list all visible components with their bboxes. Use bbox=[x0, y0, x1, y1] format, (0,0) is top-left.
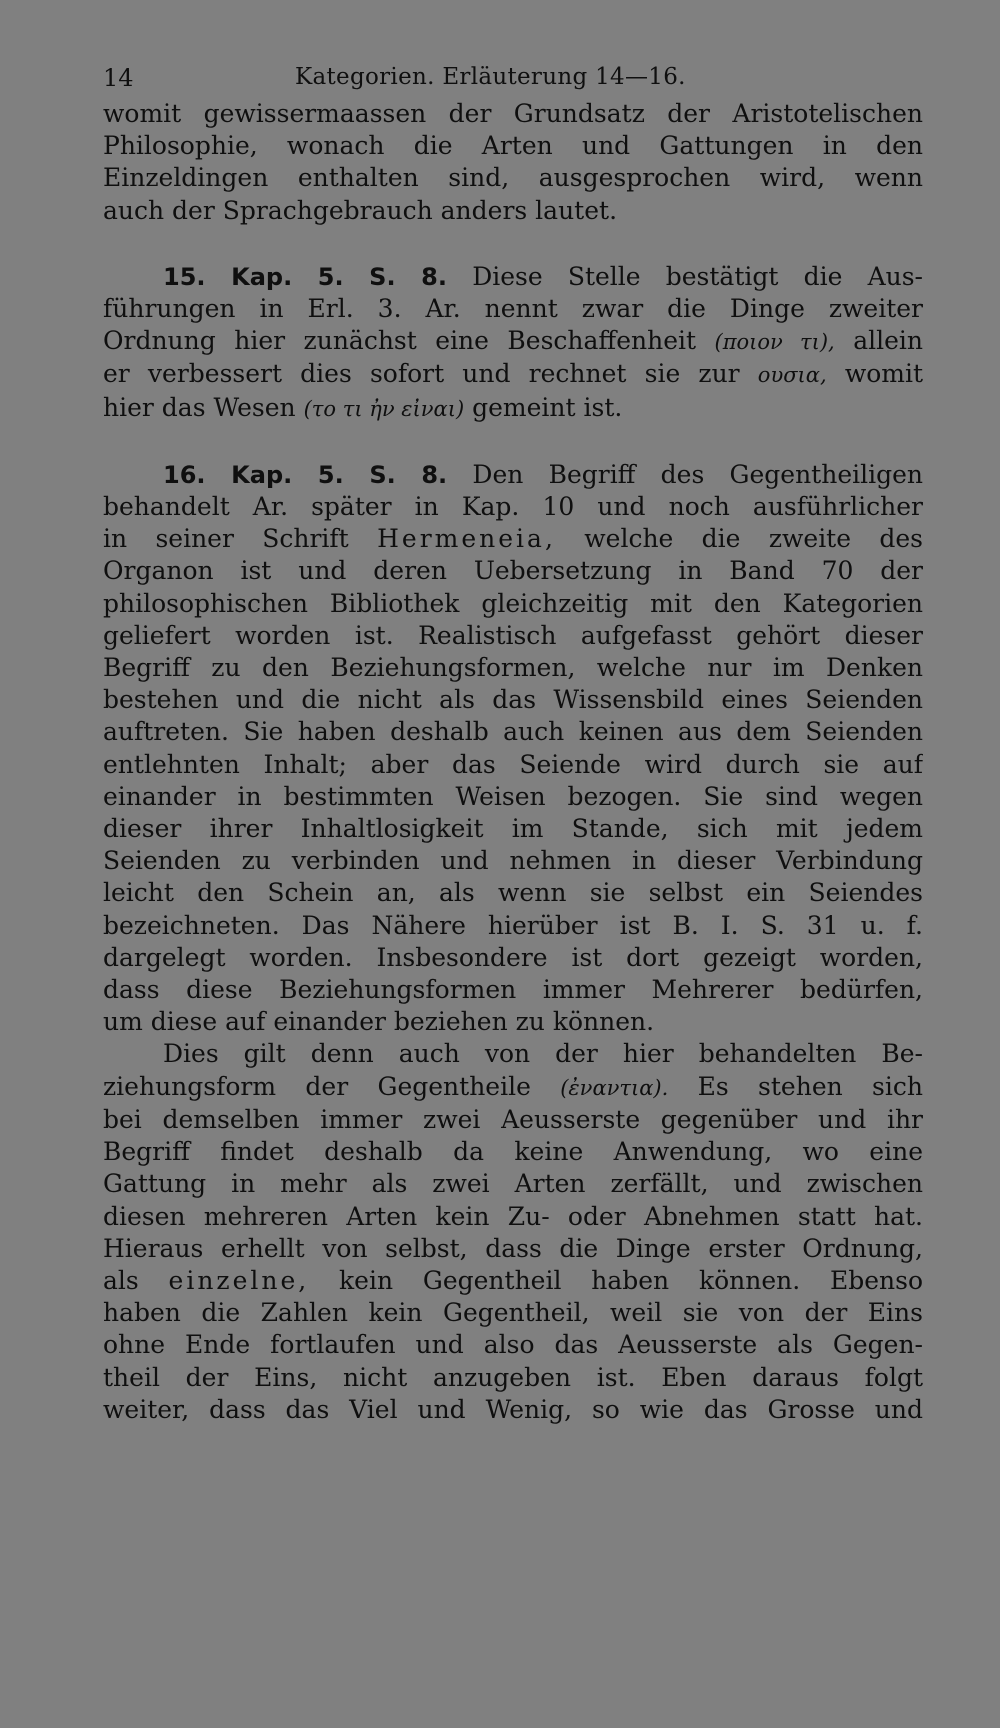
text-line: bestehen und die nicht als das Wissensbild eines Seienden bbox=[103, 685, 923, 715]
text-line: womit gewissermaassen der Grundsatz der Aristotelischen bbox=[103, 99, 923, 128]
note-16 bbox=[103, 459, 923, 1039]
text-line: Philosophie, wonach die Arten und Gattungen in den bbox=[103, 131, 923, 161]
page-number: 14 bbox=[103, 64, 134, 92]
text-line: Gattung in mehr als zwei Arten zerfällt, und zwischen bbox=[103, 1169, 923, 1199]
text-line: Hieraus erhellt von selbst, dass die Dinge erster Ordnung, bbox=[103, 1233, 923, 1263]
text-line bbox=[103, 392, 923, 425]
running-title: Kategorien. Erläuterung 14—16. bbox=[295, 64, 686, 90]
note-reference: 16. Kap. 5. S. 8. bbox=[163, 460, 448, 489]
paragraph-continuation bbox=[103, 98, 923, 227]
text-line bbox=[103, 358, 923, 391]
text-line bbox=[103, 1265, 923, 1297]
text-span: hier das Wesen bbox=[103, 392, 296, 422]
text-span: kein Gegentheil haben können. Ebenso bbox=[339, 1265, 923, 1295]
text-line bbox=[103, 459, 923, 491]
text-span: womit bbox=[844, 359, 923, 389]
text-span: allein bbox=[853, 326, 923, 356]
text-line: führungen in Erl. 3. Ar. nennt zwar die Dinge zweiter bbox=[103, 294, 923, 324]
text-line bbox=[103, 1071, 923, 1104]
text-span: als bbox=[103, 1265, 139, 1295]
spaced-term: Hermeneia, bbox=[377, 524, 556, 554]
text-line bbox=[103, 325, 923, 358]
greek-term: ουσια, bbox=[757, 363, 827, 388]
book-page bbox=[103, 62, 923, 1426]
page-header bbox=[103, 62, 923, 98]
text-span: Ordnung hier zunächst eine Beschaffenheit bbox=[103, 326, 697, 356]
text-line: geliefert worden ist. Realistisch aufgefasst gehört dieser bbox=[103, 620, 923, 650]
text-span: Es stehen sich bbox=[697, 1071, 923, 1101]
text-line: theil der Eins, nicht anzugeben ist. Eben daraus folgt bbox=[103, 1362, 923, 1392]
spaced-term: einzelne, bbox=[168, 1265, 310, 1295]
text-line: dargelegt worden. Insbesondere ist dort gezeigt worden, bbox=[103, 942, 923, 972]
text-span: welche die zweite des bbox=[584, 524, 923, 554]
text-line: Dies gilt denn auch von der hier behandelten Be- bbox=[163, 1039, 923, 1069]
text-line: entlehnten Inhalt; aber das Seiende wird durch sie auf bbox=[103, 749, 923, 779]
paragraph-gegentheile bbox=[103, 1038, 923, 1425]
text-line: Begriff findet deshalb da keine Anwendung, wo eine bbox=[103, 1137, 923, 1167]
text-line: philosophischen Bibliothek gleichzeitig mit den Kategorien bbox=[103, 588, 923, 618]
text-line bbox=[103, 261, 923, 293]
text-span: Den Begriff des Gegentheiligen bbox=[472, 459, 923, 489]
text-span: in seiner Schrift bbox=[103, 524, 349, 554]
greek-term: (ποιον τι), bbox=[714, 330, 835, 355]
text-span: ziehungsform der Gegentheile bbox=[103, 1071, 531, 1101]
text-line: Einzeldingen enthalten sind, ausgesprochen wird, wenn bbox=[103, 163, 923, 193]
text-line: haben die Zahlen kein Gegentheil, weil sie von der Eins bbox=[103, 1298, 923, 1328]
text-line: bei demselben immer zwei Aeusserste gegenüber und ihr bbox=[103, 1104, 923, 1134]
text-span: er verbessert dies sofort und rechnet sie zur bbox=[103, 359, 740, 389]
text-line: ohne Ende fortlaufen und also das Aeusserste als Gegen- bbox=[103, 1330, 923, 1360]
greek-term: (το τι ἠν εἰναι) bbox=[303, 396, 465, 421]
text-line: Organon ist und deren Uebersetzung in Band 70 der bbox=[103, 556, 923, 586]
text-line: auftreten. Sie haben deshalb auch keinen aus dem Seienden bbox=[103, 717, 923, 747]
text-line: Begriff zu den Beziehungsformen, welche nur im Denken bbox=[103, 653, 923, 683]
text-line: bezeichneten. Das Nähere hierüber ist B. I. S. 31 u. f. bbox=[103, 910, 923, 940]
text-line: um diese auf einander beziehen zu können. bbox=[103, 1007, 655, 1037]
text-line: behandelt Ar. später in Kap. 10 und noch ausführlicher bbox=[103, 492, 923, 522]
text-line: weiter, dass das Viel und Wenig, so wie das Grosse und bbox=[103, 1394, 923, 1424]
text-line: einander in bestimmten Weisen bezogen. Sie sind wegen bbox=[103, 781, 923, 811]
text-line: auch der Sprachgebrauch anders lautet. bbox=[103, 195, 618, 225]
text-line bbox=[103, 523, 923, 555]
text-span: Diese Stelle bestätigt die Aus- bbox=[472, 261, 923, 291]
text-line: dieser ihrer Inhaltlosigkeit im Stande, sich mit jedem bbox=[103, 814, 923, 844]
text-line: diesen mehreren Arten kein Zu- oder Abnehmen statt hat. bbox=[103, 1201, 923, 1231]
text-span: gemeint ist. bbox=[472, 392, 623, 422]
text-line: dass diese Beziehungsformen immer Mehrerer bedürfen, bbox=[103, 975, 923, 1005]
note-reference: 15. Kap. 5. S. 8. bbox=[163, 262, 447, 291]
greek-term: (ἐναντια). bbox=[560, 1075, 669, 1100]
text-line: Seienden zu verbinden und nehmen in dieser Verbindung bbox=[103, 846, 923, 876]
note-15 bbox=[103, 261, 923, 425]
text-line: leicht den Schein an, als wenn sie selbst ein Seiendes bbox=[103, 878, 923, 908]
